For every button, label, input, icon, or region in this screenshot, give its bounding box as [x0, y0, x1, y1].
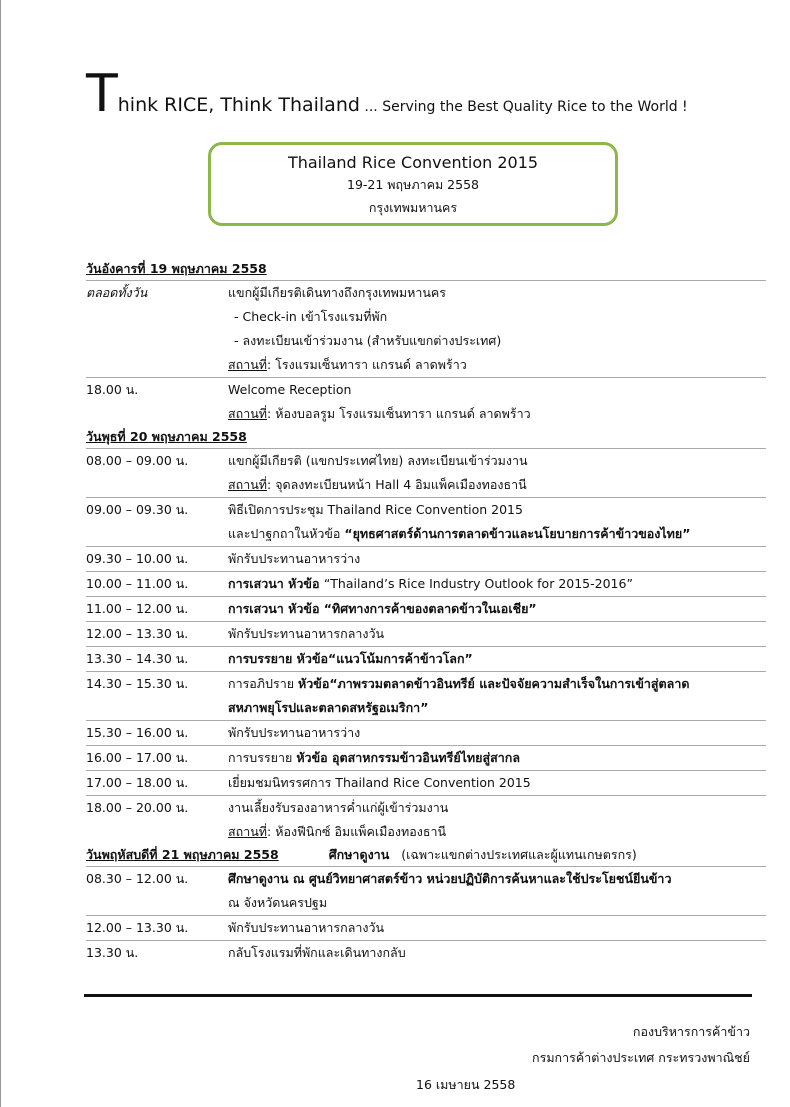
- schedule-row: [86, 449, 766, 498]
- row-desc: การบรรยาย หัวข้อ“แนวโน้มการค้าข้าวโลก”: [228, 651, 473, 666]
- row-time: 11.00 – 12.00 น.: [86, 601, 189, 616]
- tagline: [86, 64, 688, 124]
- row-desc: [228, 796, 766, 844]
- row-time: 18.00 – 20.00 น.: [86, 800, 189, 815]
- venue-label: สถานที่: [228, 824, 268, 839]
- row-time: 13.30 น.: [86, 945, 139, 960]
- schedule-row: [86, 547, 766, 572]
- row-topic: การเสวนา หัวข้อ: [228, 576, 324, 591]
- venue-label: สถานที่: [228, 477, 268, 492]
- schedule-row: [86, 771, 766, 796]
- row-time: 15.30 – 16.00 น.: [86, 725, 189, 740]
- row-line: งานเลี้ยงรับรองอาหารค่ำแก่ผู้เข้าร่วมงาน: [228, 800, 449, 815]
- event-title: Thailand Rice Convention 2015: [287, 153, 539, 172]
- venue-line: [228, 473, 766, 497]
- schedule-row: [86, 916, 766, 941]
- row-text: และปาฐกถาในหัวข้อ: [228, 526, 345, 541]
- schedule-row: [86, 378, 766, 426]
- schedule: [86, 258, 766, 965]
- schedule-row: [86, 597, 766, 622]
- row-topic: หัวข้อ อุตสาหกรรมข้าวอินทรีย์ไทยสู่สากล: [296, 750, 520, 765]
- day3-heading-row: [86, 844, 766, 867]
- row-desc: พักรับประทานอาหารว่าง: [228, 551, 361, 566]
- row-topic: สหภาพยุโรปและตลาดสหรัฐอเมริกา”: [228, 700, 429, 715]
- row-line: แขกผู้มีเกียรติเดินทางถึงกรุงเทพมหานคร: [228, 285, 446, 300]
- row-line: Welcome Reception: [228, 382, 352, 397]
- row-time: ตลอดทั้งวัน: [86, 285, 148, 300]
- event-dates: 19-21 พฤษภาคม 2558: [347, 177, 479, 192]
- venue-text: : ห้องฟีนิกซ์ อิมแพ็คเมืองทองธานี: [267, 824, 447, 839]
- row-text: การอภิปราย: [228, 676, 299, 691]
- schedule-row: [86, 746, 766, 771]
- row-desc: กลับโรงแรมที่พักและเดินทางกลับ: [228, 945, 406, 960]
- tagline-main: hink RICE, Think Thailand: [117, 94, 360, 116]
- row-time: 12.00 – 13.30 น.: [86, 920, 189, 935]
- venue-line: [228, 402, 766, 426]
- venue-line: [228, 353, 766, 377]
- venue-label: สถานที่: [228, 357, 268, 372]
- schedule-row: [86, 672, 766, 721]
- venue-text: : จุดลงทะเบียนหน้า Hall 4 อิมแพ็คเมืองทองธานี: [267, 477, 527, 492]
- row-time: 13.30 – 14.30 น.: [86, 651, 189, 666]
- row-desc: [228, 746, 766, 770]
- row-desc: [228, 498, 766, 546]
- row-time: 14.30 – 15.30 น.: [86, 676, 189, 691]
- row-line: - Check-in เข้าโรงแรมที่พัก: [234, 309, 388, 324]
- row-line: - ลงทะเบียนเข้าร่วมงาน (สำหรับแขกต่างประเทศ): [234, 333, 502, 348]
- tagline-sub: ... Serving the Best Quality Rice to the World !: [359, 99, 688, 115]
- day3-heading: วันพฤหัสบดีที่ 21 พฤษภาคม 2558: [86, 847, 279, 862]
- footer-division: กองบริหารการค้าข้าว: [632, 1024, 750, 1039]
- row-line: [228, 672, 766, 696]
- schedule-row: [86, 572, 766, 597]
- day2-heading: วันพุธที่ 20 พฤษภาคม 2558: [86, 426, 766, 449]
- schedule-row: [86, 622, 766, 647]
- row-time: 17.00 – 18.00 น.: [86, 775, 189, 790]
- page-left-border: [0, 0, 1, 1107]
- row-desc: [228, 672, 766, 720]
- venue-text: : โรงแรมเซ็นทารา แกรนด์ ลาดพร้าว: [267, 357, 467, 372]
- bottom-divider: [84, 994, 752, 997]
- schedule-row: [86, 647, 766, 672]
- event-title-box: [208, 142, 618, 226]
- row-desc: พักรับประทานอาหารกลางวัน: [228, 626, 385, 641]
- footer-date: 16 เมษายน 2558: [416, 1077, 516, 1092]
- schedule-row: [86, 721, 766, 746]
- venue-label: สถานที่: [228, 406, 268, 421]
- row-time: 18.00 น.: [86, 382, 139, 397]
- row-line: แขกผู้มีเกียรติ (แขกประเทศไทย) ลงทะเบียนเข้าร่วมงาน: [228, 453, 528, 468]
- schedule-row: [86, 498, 766, 547]
- row-time: 10.00 – 11.00 น.: [86, 576, 189, 591]
- row-time: 09.00 – 09.30 น.: [86, 502, 189, 517]
- row-text: การบรรยาย: [228, 750, 297, 765]
- day1-heading: วันอังคารที่ 19 พฤษภาคม 2558: [86, 258, 766, 281]
- row-topic: ศึกษาดูงาน ณ ศูนย์วิทยาศาสตร์ข้าว หน่วยปฏิบัติการค้นหาและใช้ประโยชน์ยีนข้าว: [228, 871, 672, 886]
- schedule-row: [86, 867, 766, 916]
- row-desc: พักรับประทานอาหารว่าง: [228, 725, 361, 740]
- row-time: 08.00 – 09.00 น.: [86, 453, 189, 468]
- row-desc: [228, 281, 766, 377]
- schedule-row: [86, 796, 766, 844]
- row-time: 12.00 – 13.30 น.: [86, 626, 189, 641]
- venue-line: [228, 820, 766, 844]
- row-desc: [228, 449, 766, 497]
- row-text: “Thailand’s Rice Industry Outlook for 2015-2016”: [323, 576, 633, 591]
- schedule-row: [86, 281, 766, 378]
- row-topic: “ยุทธศาสตร์ด้านการตลาดข้าวและนโยบายการค้าข้าวของไทย”: [344, 526, 691, 541]
- day3-activity-note: (เฉพาะแขกต่างประเทศและผู้แทนเกษตรกร): [401, 847, 637, 862]
- row-desc: [228, 867, 766, 915]
- row-time: 08.30 – 12.00 น.: [86, 871, 189, 886]
- row-topic: หัวข้อ“ภาพรวมตลาดข้าวอินทรีย์ และปัจจัยความสำเร็จในการเข้าสู่ตลาด: [298, 676, 690, 691]
- day3-activity: ศึกษาดูงาน: [328, 847, 390, 862]
- row-desc: เยี่ยมชมนิทรรศการ Thailand Rice Convention 2015: [228, 775, 531, 790]
- footer-department: กรมการค้าต่างประเทศ กระทรวงพาณิชย์: [532, 1050, 750, 1065]
- row-desc: [228, 378, 766, 426]
- row-desc: [228, 572, 766, 596]
- row-desc: พักรับประทานอาหารกลางวัน: [228, 920, 385, 935]
- event-city: กรุงเทพมหานคร: [368, 200, 458, 215]
- tagline-big-letter: T: [86, 64, 118, 124]
- row-desc: การเสวนา หัวข้อ “ทิศทางการค้าของตลาดข้าวในเอเชีย”: [228, 601, 537, 616]
- row-time: 16.00 – 17.00 น.: [86, 750, 189, 765]
- row-time: 09.30 – 10.00 น.: [86, 551, 189, 566]
- schedule-row: [86, 941, 766, 965]
- venue-text: : ห้องบอลรูม โรงแรมเซ็นทารา แกรนด์ ลาดพร้าว: [267, 406, 531, 421]
- row-line: พิธีเปิดการประชุม Thailand Rice Convention 2015: [228, 502, 523, 517]
- row-line: ณ จังหวัดนครปฐม: [228, 895, 328, 910]
- row-line: [228, 522, 766, 546]
